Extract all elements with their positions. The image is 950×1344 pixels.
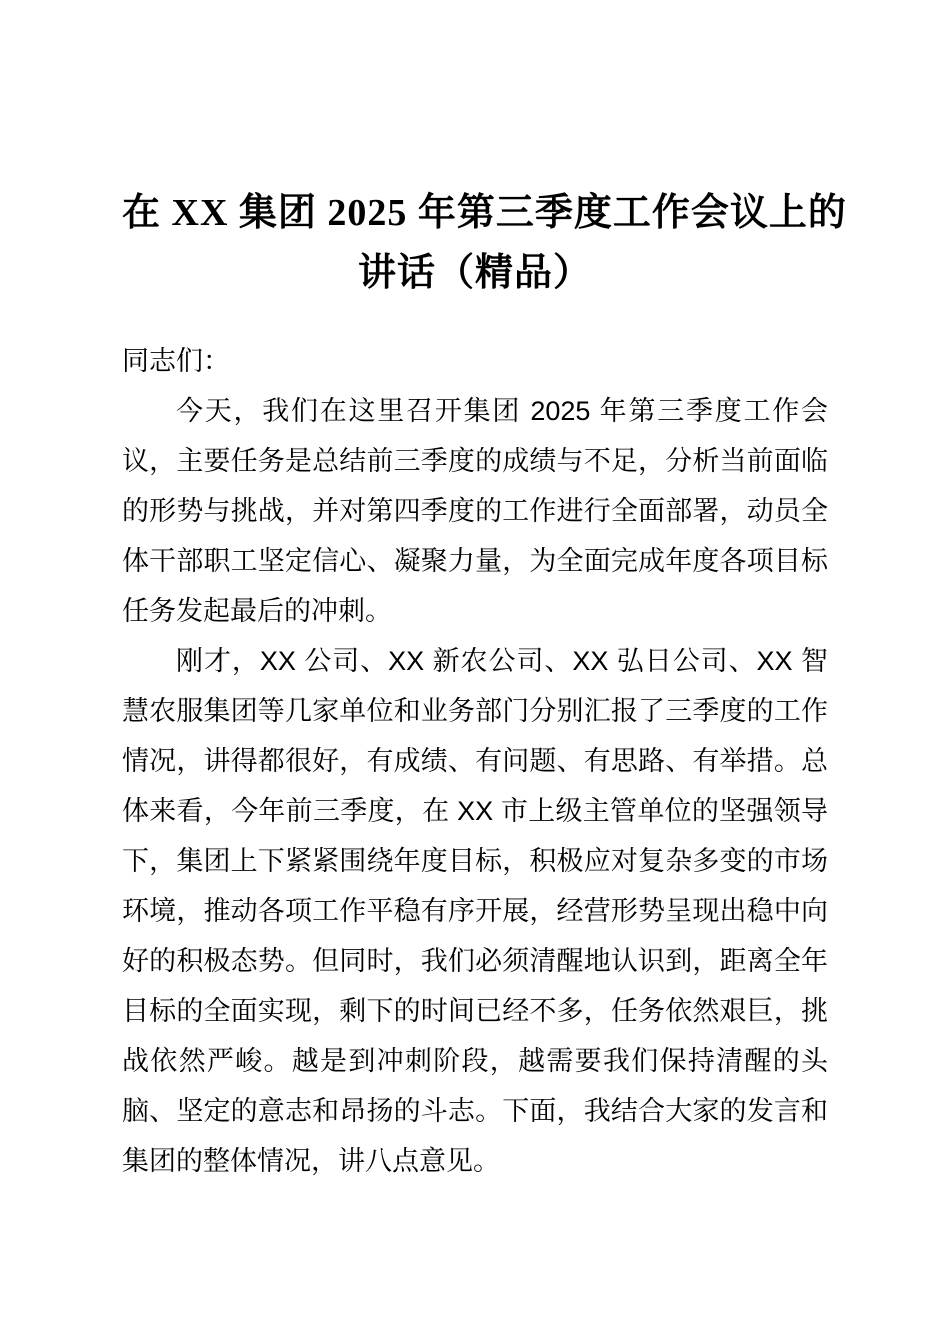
paragraph-opening: 今天，我们在这里召开集团 2025 年第三季度工作会议，主要任务是总结前三季度的成绩与不足，分析当前面临的形势与挑战，并对第四季度的工作进行全面部署，动员全体干部职工坚定信心、凝聚力量，为全面完成年度各项目标任务发起最后的冲刺。 [122,396,828,626]
title-line-1: 在 XX 集团 2025 年第三季度工作会议上的 [122,192,847,234]
salutation: 同志们： [122,346,230,376]
paragraph-review: 刚才，XX 公司、XX 新农公司、XX 弘日公司、XX 智慧农服集团等几家单位和业务部门分别汇报了三季度的工作情况，讲得都很好，有成绩、有问题、有思路、有举措。总体来看，今年前三季度，在 XX 市上级主管单位的坚强领导下，集团上下紧紧围绕年度目标，积极应对复杂多变的市场环境，推动各项工作平稳有序开展，经营形势呈现出稳中向好的积极态势。但同时，我们必须清醒地认识到，距离全年目标的全面实现，剩下的时间已经不多，任务依然艰巨，挑战依然严峻。越是到冲刺阶段，越需要我们保持清醒的头脑、坚定的意志和昂扬的斗志。下面，我结合大家的发言和集团的整体情况，讲八点意见。 [122,646,828,1176]
title-line-2: 讲话（精品） [357,252,592,294]
document-title [122,183,847,303]
document-body [122,336,828,1186]
